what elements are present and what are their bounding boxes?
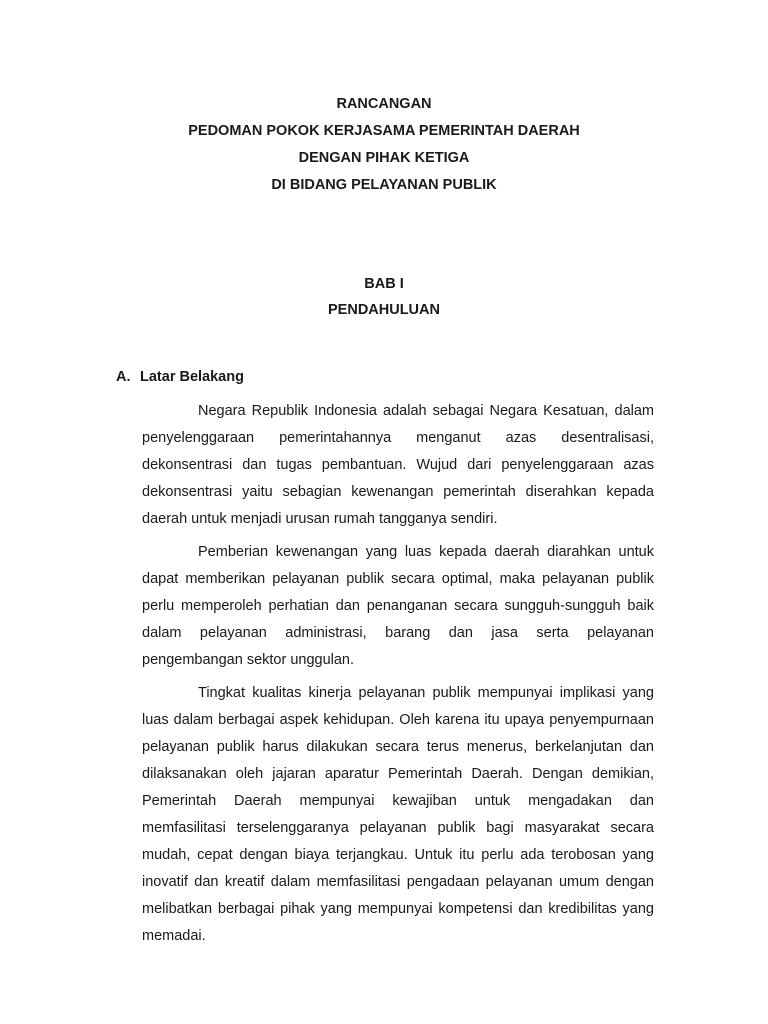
section-title: Latar Belakang xyxy=(140,369,244,385)
title-line: DI BIDANG PELAYANAN PUBLIK xyxy=(271,177,497,193)
document-title xyxy=(0,91,768,199)
title-line: PEDOMAN POKOK KERJASAMA PEMERINTAH DAERAH xyxy=(188,123,580,139)
body-paragraph: Pemberian kewenangan yang luas kepada daerah diarahkan untuk dapat memberikan pelayanan publik secara optimal, maka pelayanan publik perlu memperoleh perhatian dan penanganan secara sungguh-sungguh baik dalam pelayanan administrasi, barang dan jasa serta pelayanan pengembangan sektor unggulan. xyxy=(142,544,654,668)
title-line: RANCANGAN xyxy=(336,96,432,112)
body-paragraph: Negara Republik Indonesia adalah sebagai Negara Kesatuan, dalam penyelenggaraan pemerintahannya menganut azas desentralisasi, dekonsentrasi dan tugas pembantuan. Wujud dari penyelenggaraan azas dekonsentrasi yaitu sebagian kewenangan pemerintah diserahkan kepada daerah untuk menjadi urusan rumah tangganya sendiri. xyxy=(142,403,654,527)
section-letter: A. xyxy=(116,369,131,385)
chapter-name: PENDAHULUAN xyxy=(328,302,440,318)
title-line: DENGAN PIHAK KETIGA xyxy=(298,150,470,166)
body-paragraph: Tingkat kualitas kinerja pelayanan publik mempunyai implikasi yang luas dalam berbagai aspek kehidupan. Oleh karena itu upaya penyempurnaan pelayanan publik harus dilakukan secara terus menerus, berkelanjutan dan dilaksanakan oleh jajaran aparatur Pemerintah Daerah. Dengan demikian, Pemerintah Daerah mempunyai kewajiban untuk mengadakan dan memfasilitasi terselenggaranya pelayanan publik bagi masyarakat secara mudah, cepat dengan biaya terjangkau. Untuk itu perlu ada terobosan yang inovatif dan kreatif dalam memfasilitasi pengadaan pelayanan umum dengan melibatkan berbagai pihak yang mempunyai kompetensi dan kredibilitas yang memadai. xyxy=(142,685,654,944)
chapter-number: BAB I xyxy=(364,276,404,292)
chapter-heading xyxy=(0,271,768,323)
section-heading xyxy=(116,366,244,388)
